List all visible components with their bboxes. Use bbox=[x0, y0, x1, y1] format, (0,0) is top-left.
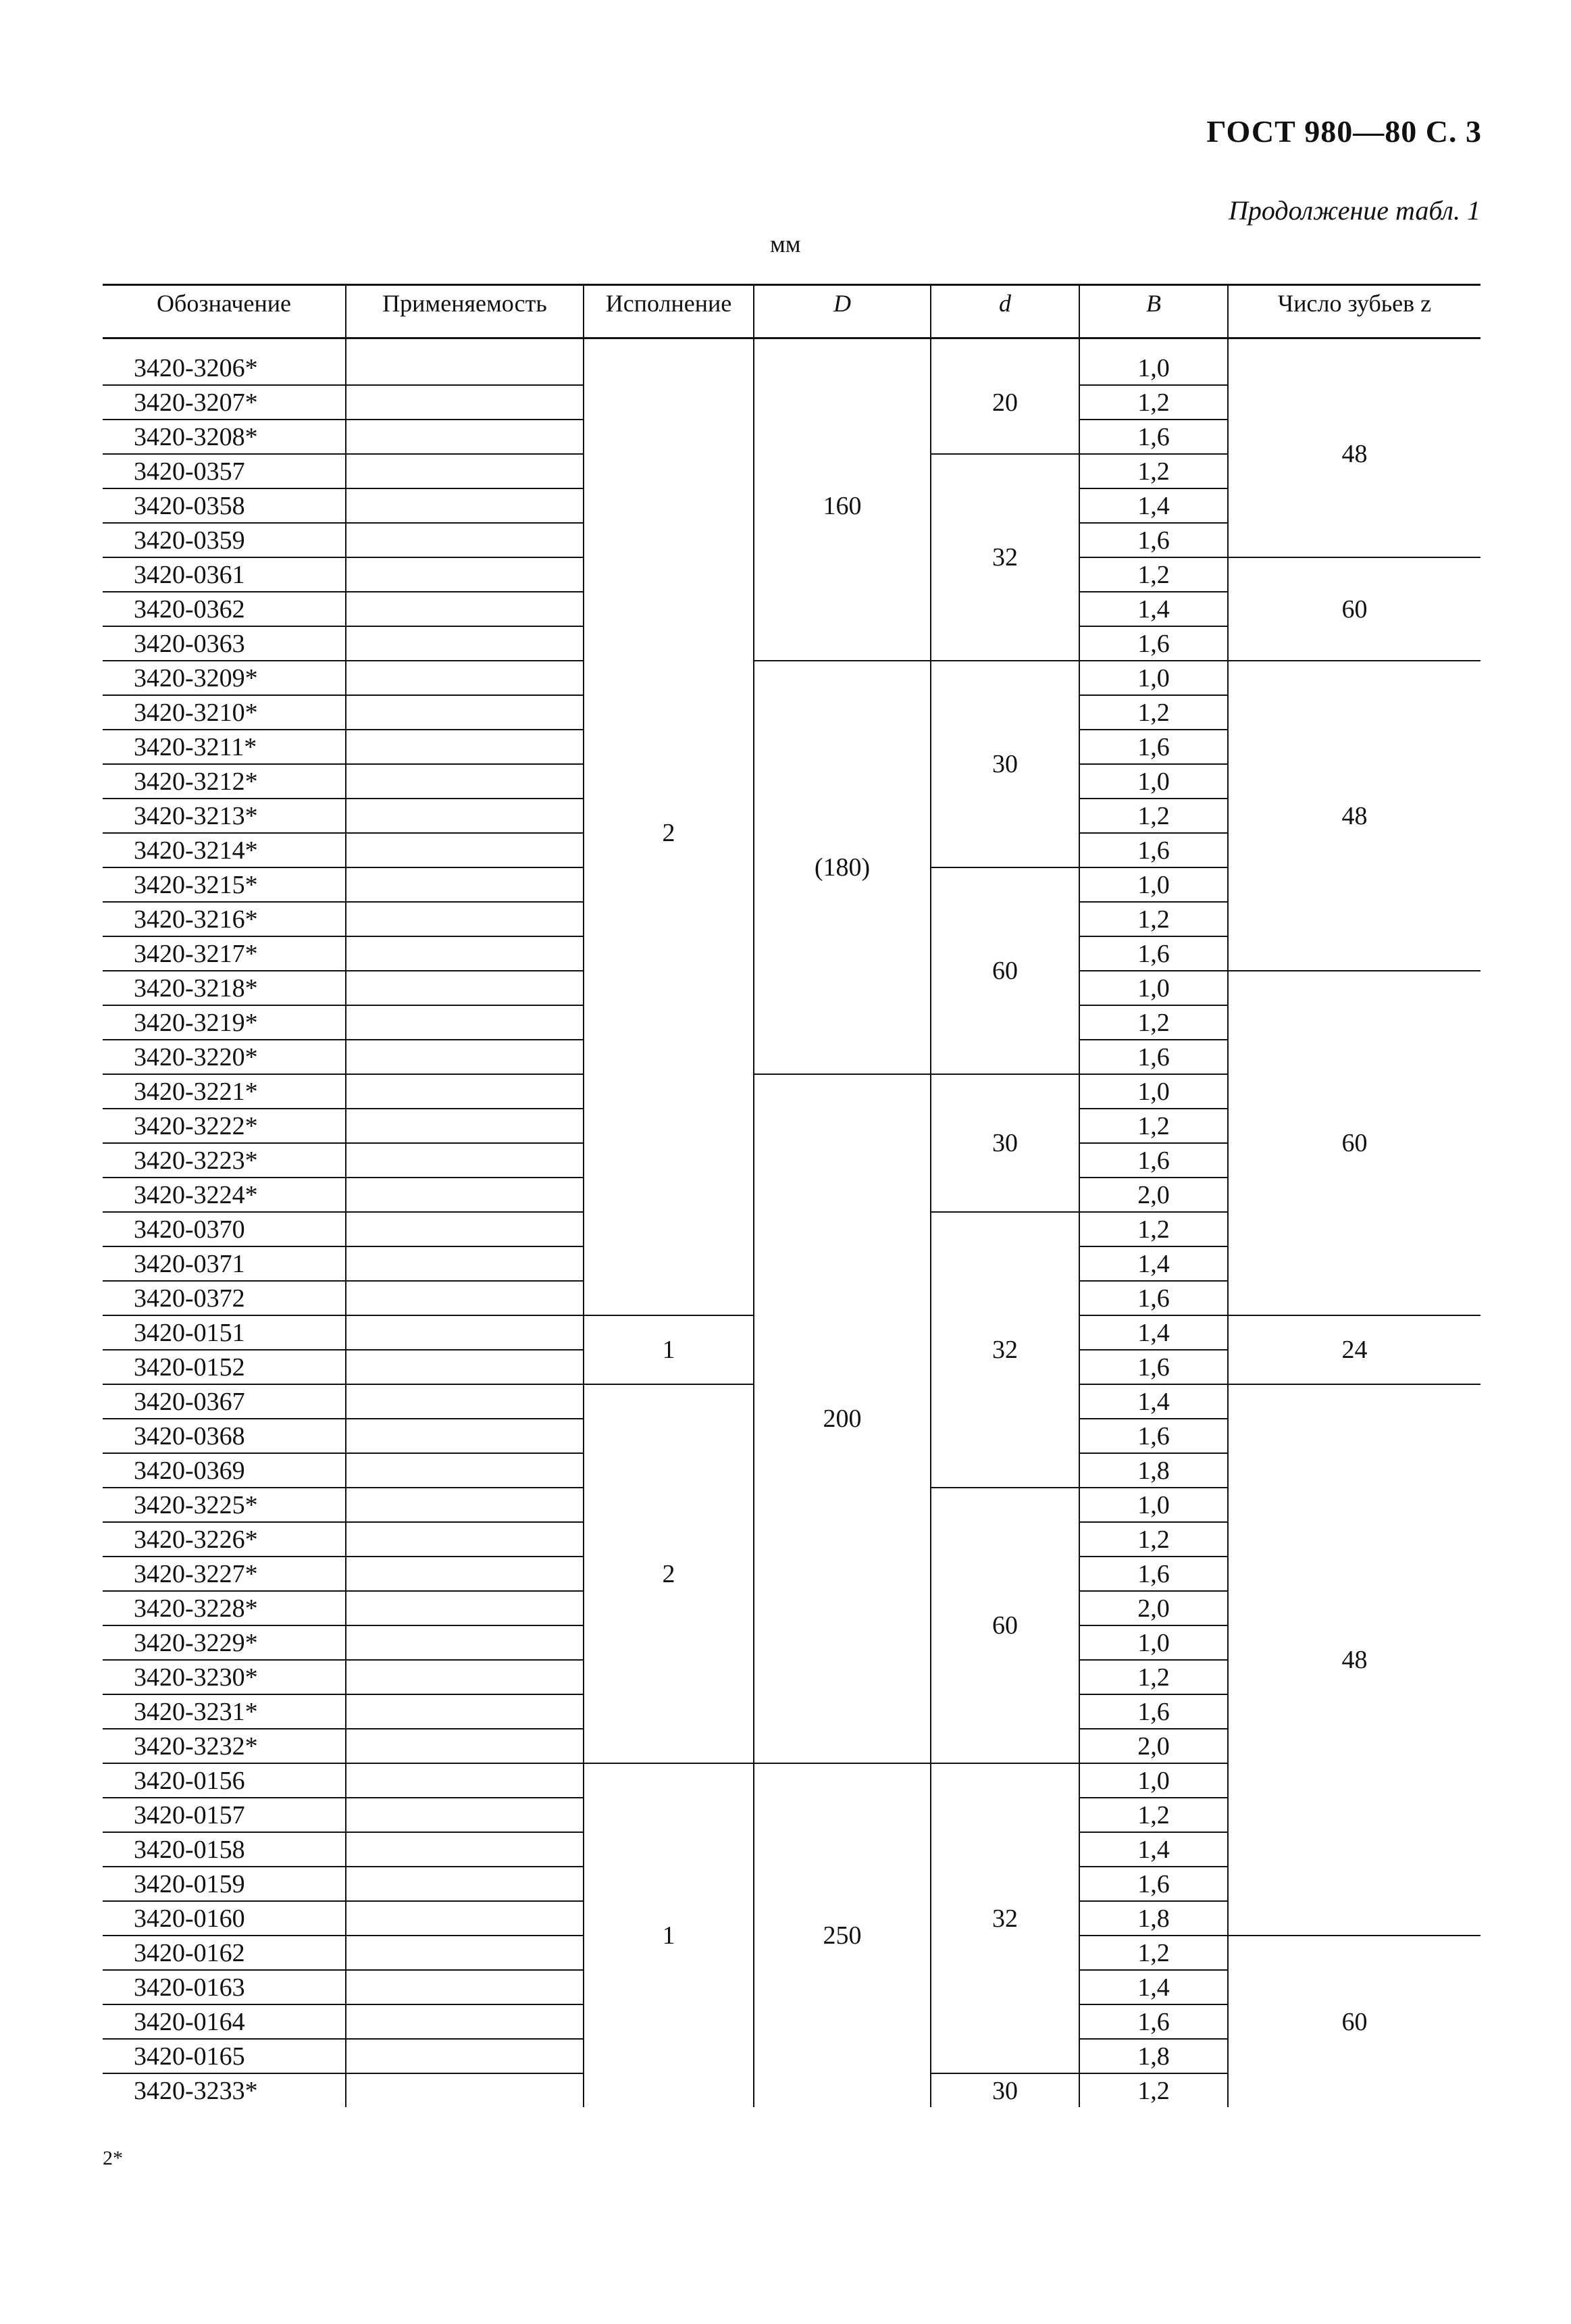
width-cell: 1,6 bbox=[1079, 1040, 1228, 1074]
width-cell: 2,0 bbox=[1079, 1729, 1228, 1763]
designation-cell: 3420-3210* bbox=[103, 695, 346, 730]
designation-cell: 3420-0164 bbox=[103, 2004, 346, 2039]
width-cell: 1,2 bbox=[1079, 385, 1228, 420]
applicability-cell bbox=[346, 1350, 584, 1384]
applicability-cell bbox=[346, 1591, 584, 1625]
table-row bbox=[103, 661, 1480, 695]
designation-cell: 3420-0165 bbox=[103, 2039, 346, 2073]
applicability-cell bbox=[346, 1832, 584, 1867]
width-cell: 1,0 bbox=[1079, 867, 1228, 902]
designation-cell: 3420-3208* bbox=[103, 420, 346, 454]
width-cell: 1,4 bbox=[1079, 1832, 1228, 1867]
teeth-count-cell: 60 bbox=[1228, 1936, 1480, 2107]
width-cell: 1,6 bbox=[1079, 833, 1228, 867]
teeth-count-cell: 60 bbox=[1228, 557, 1480, 661]
width-cell: 1,0 bbox=[1079, 1488, 1228, 1522]
applicability-cell bbox=[346, 420, 584, 454]
width-cell: 1,6 bbox=[1079, 1557, 1228, 1591]
width-cell: 1,0 bbox=[1079, 351, 1228, 385]
designation-cell: 3420-3207* bbox=[103, 385, 346, 420]
designation-cell: 3420-0363 bbox=[103, 626, 346, 661]
width-cell: 1,2 bbox=[1079, 1005, 1228, 1040]
designation-cell: 3420-3222* bbox=[103, 1109, 346, 1143]
width-cell: 1,6 bbox=[1079, 1694, 1228, 1729]
applicability-cell bbox=[346, 1281, 584, 1315]
applicability-cell bbox=[346, 833, 584, 867]
width-cell: 1,2 bbox=[1079, 1798, 1228, 1832]
bore-diameter-cell: 32 bbox=[931, 1763, 1079, 2073]
designation-cell: 3420-0158 bbox=[103, 1832, 346, 1867]
bore-diameter-cell: 60 bbox=[931, 1488, 1079, 1763]
applicability-cell bbox=[346, 557, 584, 592]
designation-cell: 3420-0152 bbox=[103, 1350, 346, 1384]
applicability-cell bbox=[346, 1040, 584, 1074]
width-cell: 1,2 bbox=[1079, 2073, 1228, 2107]
width-cell: 1,2 bbox=[1079, 1936, 1228, 1970]
designation-cell: 3420-3216* bbox=[103, 902, 346, 936]
bore-diameter-cell: 30 bbox=[931, 661, 1079, 867]
footer-page-mark: 2* bbox=[103, 2147, 123, 2169]
units-label: мм bbox=[770, 230, 801, 257]
outer-diameter-cell: 160 bbox=[754, 351, 931, 661]
col-header-designation: Обозначение bbox=[103, 285, 346, 338]
designation-cell: 3420-0160 bbox=[103, 1901, 346, 1936]
designation-cell: 3420-3224* bbox=[103, 1178, 346, 1212]
designation-cell: 3420-0361 bbox=[103, 557, 346, 592]
version-cell: 2 bbox=[584, 351, 754, 1315]
applicability-cell bbox=[346, 1901, 584, 1936]
width-cell: 1,6 bbox=[1079, 420, 1228, 454]
applicability-cell bbox=[346, 626, 584, 661]
applicability-cell bbox=[346, 1729, 584, 1763]
applicability-cell bbox=[346, 971, 584, 1005]
applicability-cell bbox=[346, 1936, 584, 1970]
applicability-cell bbox=[346, 1453, 584, 1488]
width-cell: 1,8 bbox=[1079, 1901, 1228, 1936]
width-cell: 1,2 bbox=[1079, 454, 1228, 488]
width-cell: 1,2 bbox=[1079, 695, 1228, 730]
designation-cell: 3420-3233* bbox=[103, 2073, 346, 2107]
designation-cell: 3420-3209* bbox=[103, 661, 346, 695]
designation-cell: 3420-3231* bbox=[103, 1694, 346, 1729]
outer-diameter-cell: (180) bbox=[754, 661, 931, 1074]
outer-diameter-cell: 200 bbox=[754, 1074, 931, 1763]
applicability-cell bbox=[346, 1557, 584, 1591]
width-cell: 1,4 bbox=[1079, 1384, 1228, 1419]
designation-cell: 3420-3219* bbox=[103, 1005, 346, 1040]
width-cell: 1,2 bbox=[1079, 1660, 1228, 1694]
applicability-cell bbox=[346, 454, 584, 488]
designation-cell: 3420-3226* bbox=[103, 1522, 346, 1557]
applicability-cell bbox=[346, 523, 584, 557]
designation-cell: 3420-0157 bbox=[103, 1798, 346, 1832]
width-cell: 1,0 bbox=[1079, 764, 1228, 799]
spec-table bbox=[103, 284, 1480, 2107]
applicability-cell bbox=[346, 351, 584, 385]
applicability-cell bbox=[346, 1246, 584, 1281]
bore-diameter-cell: 20 bbox=[931, 351, 1079, 454]
designation-cell: 3420-0159 bbox=[103, 1867, 346, 1901]
designation-cell: 3420-3232* bbox=[103, 1729, 346, 1763]
width-cell: 1,2 bbox=[1079, 902, 1228, 936]
designation-cell: 3420-3212* bbox=[103, 764, 346, 799]
applicability-cell bbox=[346, 2039, 584, 2073]
version-cell: 1 bbox=[584, 1763, 754, 2107]
applicability-cell bbox=[346, 1212, 584, 1246]
width-cell: 1,0 bbox=[1079, 1074, 1228, 1109]
designation-cell: 3420-3223* bbox=[103, 1143, 346, 1178]
designation-cell: 3420-0359 bbox=[103, 523, 346, 557]
width-cell: 1,0 bbox=[1079, 661, 1228, 695]
designation-cell: 3420-0369 bbox=[103, 1453, 346, 1488]
designation-cell: 3420-0372 bbox=[103, 1281, 346, 1315]
width-cell: 1,2 bbox=[1079, 799, 1228, 833]
designation-cell: 3420-3227* bbox=[103, 1557, 346, 1591]
table-header-row bbox=[103, 285, 1480, 338]
applicability-cell bbox=[346, 2004, 584, 2039]
applicability-cell bbox=[346, 1798, 584, 1832]
designation-cell: 3420-3229* bbox=[103, 1625, 346, 1660]
designation-cell: 3420-0357 bbox=[103, 454, 346, 488]
applicability-cell bbox=[346, 764, 584, 799]
designation-cell: 3420-3215* bbox=[103, 867, 346, 902]
width-cell: 2,0 bbox=[1079, 1591, 1228, 1625]
outer-diameter-cell: 250 bbox=[754, 1763, 931, 2107]
width-cell: 1,6 bbox=[1079, 936, 1228, 971]
designation-cell: 3420-0370 bbox=[103, 1212, 346, 1246]
teeth-count-cell: 48 bbox=[1228, 1384, 1480, 1936]
teeth-count-cell: 48 bbox=[1228, 661, 1480, 971]
width-cell: 1,4 bbox=[1079, 1246, 1228, 1281]
width-cell: 1,0 bbox=[1079, 971, 1228, 1005]
applicability-cell bbox=[346, 1660, 584, 1694]
col-header-D: D bbox=[754, 285, 931, 338]
designation-cell: 3420-3225* bbox=[103, 1488, 346, 1522]
designation-cell: 3420-0371 bbox=[103, 1246, 346, 1281]
applicability-cell bbox=[346, 936, 584, 971]
width-cell: 1,2 bbox=[1079, 1109, 1228, 1143]
bore-diameter-cell: 30 bbox=[931, 1074, 1079, 1212]
applicability-cell bbox=[346, 1419, 584, 1453]
width-cell: 1,8 bbox=[1079, 2039, 1228, 2073]
applicability-cell bbox=[346, 1143, 584, 1178]
col-header-version: Исполнение bbox=[584, 285, 754, 338]
width-cell: 1,0 bbox=[1079, 1763, 1228, 1798]
width-cell: 1,6 bbox=[1079, 1281, 1228, 1315]
col-header-teeth: Число зубьев z bbox=[1228, 285, 1480, 338]
width-cell: 1,6 bbox=[1079, 626, 1228, 661]
bore-diameter-cell: 60 bbox=[931, 867, 1079, 1074]
designation-cell: 3420-3211* bbox=[103, 730, 346, 764]
applicability-cell bbox=[346, 1178, 584, 1212]
designation-cell: 3420-3206* bbox=[103, 351, 346, 385]
applicability-cell bbox=[346, 730, 584, 764]
width-cell: 1,6 bbox=[1079, 2004, 1228, 2039]
teeth-count-cell: 24 bbox=[1228, 1315, 1480, 1384]
bore-diameter-cell: 32 bbox=[931, 454, 1079, 661]
applicability-cell bbox=[346, 1074, 584, 1109]
designation-cell: 3420-0358 bbox=[103, 488, 346, 523]
width-cell: 1,8 bbox=[1079, 1453, 1228, 1488]
applicability-cell bbox=[346, 695, 584, 730]
col-header-applicability: Применяемость bbox=[346, 285, 584, 338]
width-cell: 1,6 bbox=[1079, 1867, 1228, 1901]
designation-cell: 3420-3214* bbox=[103, 833, 346, 867]
header-spacer-row bbox=[103, 338, 1480, 352]
width-cell: 1,4 bbox=[1079, 592, 1228, 626]
applicability-cell bbox=[346, 1522, 584, 1557]
table-row bbox=[103, 351, 1480, 385]
bore-diameter-cell: 30 bbox=[931, 2073, 1079, 2107]
designation-cell: 3420-0368 bbox=[103, 1419, 346, 1453]
width-cell: 1,4 bbox=[1079, 488, 1228, 523]
teeth-count-cell: 60 bbox=[1228, 971, 1480, 1315]
applicability-cell bbox=[346, 1005, 584, 1040]
applicability-cell bbox=[346, 1867, 584, 1901]
designation-cell: 3420-3221* bbox=[103, 1074, 346, 1109]
version-cell: 2 bbox=[584, 1384, 754, 1763]
applicability-cell bbox=[346, 488, 584, 523]
width-cell: 2,0 bbox=[1079, 1178, 1228, 1212]
applicability-cell bbox=[346, 1109, 584, 1143]
applicability-cell bbox=[346, 1763, 584, 1798]
applicability-cell bbox=[346, 799, 584, 833]
designation-cell: 3420-0362 bbox=[103, 592, 346, 626]
width-cell: 1,4 bbox=[1079, 1315, 1228, 1350]
bore-diameter-cell: 32 bbox=[931, 1212, 1079, 1488]
width-cell: 1,6 bbox=[1079, 1419, 1228, 1453]
designation-cell: 3420-0151 bbox=[103, 1315, 346, 1350]
applicability-cell bbox=[346, 661, 584, 695]
designation-cell: 3420-0163 bbox=[103, 1970, 346, 2004]
applicability-cell bbox=[346, 1488, 584, 1522]
applicability-cell bbox=[346, 1315, 584, 1350]
applicability-cell bbox=[346, 385, 584, 420]
designation-cell: 3420-0162 bbox=[103, 1936, 346, 1970]
width-cell: 1,6 bbox=[1079, 1143, 1228, 1178]
teeth-count-cell: 48 bbox=[1228, 351, 1480, 557]
applicability-cell bbox=[346, 592, 584, 626]
designation-cell: 3420-3230* bbox=[103, 1660, 346, 1694]
designation-cell: 3420-0367 bbox=[103, 1384, 346, 1419]
version-cell: 1 bbox=[584, 1315, 754, 1384]
designation-cell: 3420-0156 bbox=[103, 1763, 346, 1798]
applicability-cell bbox=[346, 902, 584, 936]
width-cell: 1,6 bbox=[1079, 730, 1228, 764]
width-cell: 1,0 bbox=[1079, 1625, 1228, 1660]
designation-cell: 3420-3228* bbox=[103, 1591, 346, 1625]
col-header-d: d bbox=[931, 285, 1079, 338]
designation-cell: 3420-3217* bbox=[103, 936, 346, 971]
applicability-cell bbox=[346, 867, 584, 902]
designation-cell: 3420-3220* bbox=[103, 1040, 346, 1074]
table-continuation-label: Продолжение табл. 1 bbox=[1228, 195, 1480, 226]
page-header: ГОСТ 980—80 С. 3 bbox=[1206, 114, 1482, 149]
width-cell: 1,2 bbox=[1079, 1522, 1228, 1557]
width-cell: 1,6 bbox=[1079, 523, 1228, 557]
width-cell: 1,2 bbox=[1079, 1212, 1228, 1246]
designation-cell: 3420-3213* bbox=[103, 799, 346, 833]
width-cell: 1,2 bbox=[1079, 557, 1228, 592]
width-cell: 1,4 bbox=[1079, 1970, 1228, 2004]
applicability-cell bbox=[346, 1694, 584, 1729]
table-body bbox=[103, 338, 1480, 2108]
applicability-cell bbox=[346, 1970, 584, 2004]
applicability-cell bbox=[346, 1625, 584, 1660]
applicability-cell bbox=[346, 2073, 584, 2107]
applicability-cell bbox=[346, 1384, 584, 1419]
col-header-B: B bbox=[1079, 285, 1228, 338]
width-cell: 1,6 bbox=[1079, 1350, 1228, 1384]
designation-cell: 3420-3218* bbox=[103, 971, 346, 1005]
